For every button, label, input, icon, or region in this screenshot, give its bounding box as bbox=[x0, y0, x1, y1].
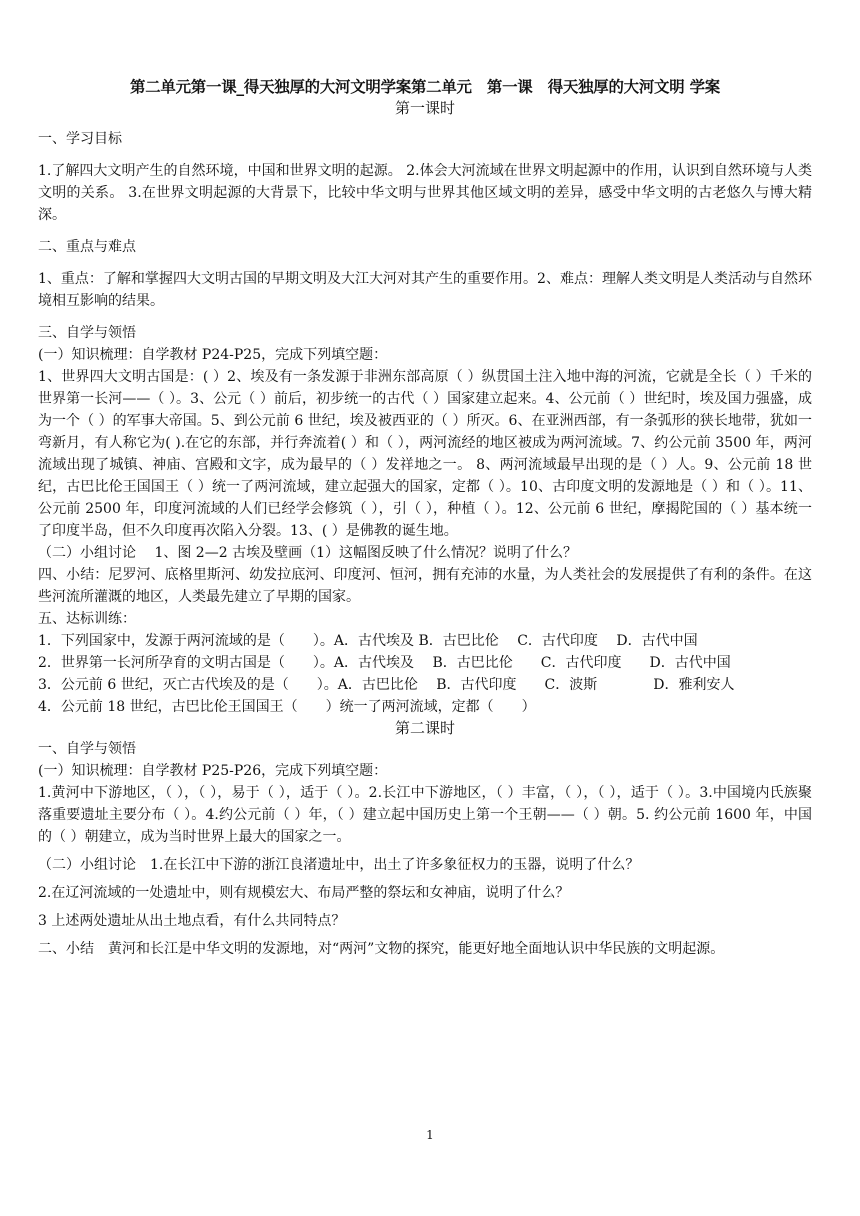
quiz-question: 4．公元前 18 世纪，古巴比伦王国国王（ ）统一了两河流域，定都（ ） bbox=[38, 699, 536, 715]
quiz-question: 1．下列国家中，发源于两河流域的是（ ）。A．古代埃及 B．古巴比伦 C．古代印度 D．古代中国 bbox=[38, 633, 698, 649]
section-self-study-title: 三、自学与领悟 bbox=[38, 325, 136, 341]
section-key-points-text: 1、重点：了解和掌握四大文明古国的早期文明及大江大河对其产生的重要作用。2、难点：理解人类文明是人类活动与自然环境相互影响的结果。 bbox=[38, 271, 812, 309]
lesson2-fill-in-blanks-text: 1.黄河中下游地区，（ ），（ ），易于（ ），适于（ ）。2.长江中下游地区，（ ）丰富，（ ），（ ），适于（ ）。3.中国境内氏族聚落重要遗址主要分布（ ）。4.约公元前（ ）年，（ ）建立起中国历史上第一个王朝——（ ）朝。5. 约公元前 1600 年，中国的（ ）朝建立，成为当时世界上最大的国家之一。 bbox=[38, 785, 812, 845]
document-page bbox=[38, 76, 812, 960]
quiz-question: 2．世界第一长河所孕育的文明古国是（ ）。A．古代埃及 B．古巴比伦 C．古代印度 D．古代中国 bbox=[38, 655, 731, 671]
lesson2-heading: 第二课时 bbox=[394, 719, 455, 737]
quiz-question: 3．公元前 6 世纪，灭亡古代埃及的是（ ）。A．古巴比伦 B．古代印度 C．波斯 D．雅利安人 bbox=[38, 677, 735, 693]
knowledge-review-heading: (一）知识梳理：自学教材 P24-P25，完成下列填空题： bbox=[38, 347, 388, 363]
lesson2-summary-text: 二、小结 黄河和长江是中华文明的发源地，对“两河”文物的探究，能更好地全面地认识中华民族的文明起源。 bbox=[38, 941, 725, 957]
lesson2-discussion-q2: 2.在辽河流域的一处遗址中，则有规模宏大、布局严整的祭坛和女神庙，说明了什么？ bbox=[38, 885, 570, 901]
section-practice-title: 五、达标训练： bbox=[38, 611, 136, 627]
section-key-points-title: 二、重点与难点 bbox=[38, 239, 136, 255]
document-title: 第二单元第一课_得天独厚的大河文明学案第二单元 第一课 得天独厚的大河文明 学案 bbox=[130, 78, 720, 96]
section-summary-text: 四、小结：尼罗河、底格里斯河、幼发拉底河、印度河、恒河，拥有充沛的水量，为人类社会的发展提供了有利的条件。在这些河流所灌溉的地区，人类最先建立了早期的国家。 bbox=[38, 567, 812, 605]
lesson2-self-study-title: 一、自学与领悟 bbox=[38, 741, 136, 757]
lesson2-discussion-q1: （二）小组讨论 1.在长江中下游的浙江良渚遗址中，出土了许多象征权力的玉器，说明了什么？ bbox=[38, 857, 640, 873]
lesson1-heading: 第一课时 bbox=[394, 99, 455, 117]
fill-in-blanks-text: 1、世界四大文明古国是：( ）2、埃及有一条发源于非洲东部高原（ ）纵贯国土注入地中海的河流，它就是全长（ ）千米的世界第一长河——（ ）。3、公元（ ）前后，初步统一的古代（ ）国家建立起来。4、公元前（ ）世纪时，埃及国力强盛，成为一个（ ）的军事大帝国。5、到公元前 6 世纪，埃及被西亚的（ ）所灭。6、在亚洲西部，有一条弧形的狭长地带，犹如一弯新月，有人称它为( ).在它的东部，并行奔流着( ）和（ ），两河流经的地区被成为两河流域。7、约公元前 3500 年，两河流域出现了城镇、神庙、宫殿和文字，成为最早的（ ）发祥地之一。 8、两河流域最早出现的是（ ）人。9、公元前 18 世纪，古巴比伦王国国王（ ）统一了两河流域，建立起强大的国家，定都（ ）。10、古印度文明的发源地是（ ）和（ ）。11、公元前 2500 年，印度河流域的人们已经学会修筑（ ），引（ ），种植（ ）。12、公元前 6 世纪，摩揭陀国的（ ）基本统一了印度半岛，但不久印度再次陷入分裂。13、( ）是佛教的诞生地。 bbox=[38, 369, 812, 539]
lesson2-knowledge-review-heading: (一）知识梳理：自学教材 P25-P26，完成下列填空题： bbox=[38, 763, 388, 779]
group-discussion-text: （二）小组讨论 1、图 2—2 古埃及壁画（1）这幅图反映了什么情况？说明了什么？ bbox=[38, 545, 577, 561]
section-learning-goals-text: 1.了解四大文明产生的自然环境，中国和世界文明的起源。 2.体会大河流域在世界文明起源中的作用，认识到自然环境与人类文明的关系。 3.在世界文明起源的大背景下，比较中华文明与世界其他区域文明的差异，感受中华文明的古老悠久与博大精深。 bbox=[38, 163, 812, 223]
lesson2-discussion-q3: 3 上述两处遗址从出土地点看，有什么共同特点？ bbox=[38, 913, 346, 929]
section-learning-goals-title: 一、学习目标 bbox=[38, 131, 122, 147]
page-number: 1 bbox=[426, 1128, 434, 1142]
